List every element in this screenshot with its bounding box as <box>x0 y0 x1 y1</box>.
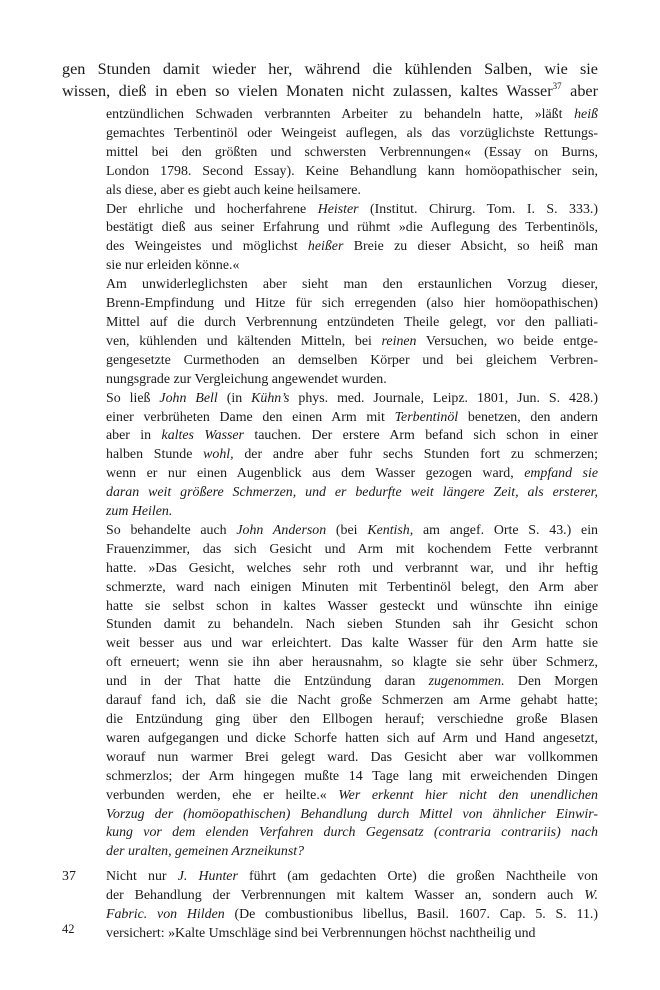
text-segment: benetzen, den andern <box>458 409 598 425</box>
italic-segment: kaltes Wasser <box>161 428 244 444</box>
italic-segment: John Anderson <box>236 522 327 538</box>
text-segment: phys. med. Journale, Leipz. 1801, Jun. S. 428.) <box>289 390 598 406</box>
text-segment: tauchen. Der erstere Arm befand sich schon in einer <box>243 428 598 444</box>
footnote-line <box>106 333 598 352</box>
footnote-line <box>106 787 598 806</box>
main-text-line <box>62 81 598 103</box>
text-segment: (De combustionibus libellus, Basil. 1607. Cap. 5. S. 11.) <box>224 906 598 922</box>
footnote-line <box>106 125 598 144</box>
text-segment: bestätigt dieß aus seiner Erfahrung und rühmt »die Auflegung des Terbentinöls, <box>106 220 598 236</box>
text-segment: einer verbrüheten Dame den einen Arm mit <box>106 409 395 425</box>
footnote-line <box>106 427 598 446</box>
italic-segment: zum Heilen. <box>106 504 173 520</box>
footnote-line <box>106 409 598 428</box>
footnote-line <box>106 465 598 484</box>
italic-segment: Vorzug der (homöopathischen) Behandlung durch Mittel von ähnlicher Einwir- <box>106 806 598 822</box>
text-segment: Versuchen, wo beide entge- <box>416 333 598 349</box>
text-segment: (in <box>217 390 252 406</box>
italic-segment: Fabric. von Hilden <box>106 906 225 922</box>
footnote-line <box>106 276 598 295</box>
text-segment: verbunden werden, ehe er heilte.« <box>106 787 339 803</box>
italic-segment: reinen <box>381 333 417 349</box>
footnote-line <box>106 390 598 409</box>
footnote-line <box>106 314 598 333</box>
text-segment: (bei <box>326 522 368 538</box>
text-segment: worauf nun warmer Brei gelegt ward. Das Gesicht aber war vollkommen <box>106 749 598 765</box>
footnote-line <box>106 503 598 522</box>
italic-segment: W. <box>584 887 598 903</box>
footnote-line <box>106 598 598 617</box>
main-text-line: gen Stunden damit wieder her, während die kühlenden Salben, wie sie <box>62 60 598 78</box>
text-segment: halben Stunde <box>106 447 204 463</box>
footnote-line <box>106 673 598 692</box>
footnote-line <box>106 692 598 711</box>
text-segment: hatte. »Das Gesicht, welches sehr roth und verbrannt war, und ihr heftig <box>106 560 598 576</box>
text-segment: des Weingeistes und möglichst <box>106 239 308 255</box>
text-segment: waren aufgegangen und dicke Schorfe hatten sich auf Arm und Hand angesetzt, <box>106 730 598 746</box>
text-segment: als diese, aber es giebt auch keine heilsamere. <box>106 182 361 198</box>
footnote-line <box>106 201 598 220</box>
italic-segment: Terbentinöl <box>394 409 459 425</box>
italic-segment: heißer <box>307 239 344 255</box>
text-segment: Am unwiderleglichsten aber sieht man den erstaunlichen Vorzug dieser, <box>106 277 598 293</box>
text-segment: der andre aber fuhr sechs Stunden fort zu schmerzen; <box>233 447 598 463</box>
text-segment: führt (am gedachten Orte) die großen Nachtheile von <box>237 869 598 884</box>
footnote-line <box>106 144 598 163</box>
text-segment: Der ehrliche und hocherfahrene <box>106 201 318 217</box>
text-segment: Mittel auf die durch Verbrennung entzündeten Theile gelegt, vor den palliati- <box>106 314 598 330</box>
footnote-line <box>106 446 598 465</box>
text-segment: weit besser aus und war erleichtert. Das kalte Wasser für den Arm hatte sie <box>106 636 598 652</box>
footnote-line <box>106 484 598 503</box>
main-text-line-body: wissen, dieß in eben so vielen Monaten nicht zulassen, kaltes Wasser <box>62 81 553 100</box>
italic-segment: kung vor dem elenden Verfahren durch Gegensatz (contraria contrariis) nach <box>106 825 598 841</box>
text-segment: entzündlichen Schwaden verbrannten Arbeiter zu behandeln hatte, »läßt <box>106 107 575 122</box>
footnote-line <box>106 219 598 238</box>
italic-segment: Kühn’s <box>251 390 290 406</box>
italic-segment: Wer erkennt hier nicht den unendlichen <box>338 787 598 803</box>
text-segment: Nicht nur <box>106 869 178 884</box>
footnote-line <box>106 352 598 371</box>
footnote-line <box>106 868 598 887</box>
footnote-line <box>106 749 598 768</box>
text-segment: und in der That hatte die Entzündung daran <box>106 674 429 690</box>
footnote-line <box>106 654 598 673</box>
footnote-line <box>106 295 598 314</box>
text-segment: (Institut. Chirurg. Tom. I. S. 333.) <box>358 201 598 217</box>
text-segment: gengesetzte Curmethoden an demselben Körper und bei gleichem Verbren- <box>106 352 598 368</box>
text-segment: schmerzte, ward nach einigen Minuten mit Terbentinöl belegt, den Arm aber <box>106 579 598 595</box>
footnote-line <box>106 635 598 654</box>
text-segment: schmerzlos; der Arm hingegen mußte 14 Tage lang mit erweichenden Dingen <box>106 768 598 784</box>
footnote-line <box>106 371 598 390</box>
text-segment: darauf fand ich, daß sie die Nacht große Schmerzen am Arme gehabt hatte; <box>106 693 598 709</box>
text-segment: aber in <box>106 428 162 444</box>
page-number: 42 <box>62 922 75 936</box>
text-segment: am angef. Orte S. 43.) ein <box>413 522 599 538</box>
footnote-number: 37 <box>62 869 76 884</box>
main-text-block <box>62 59 598 102</box>
footnote-line <box>106 182 598 201</box>
text-segment: mittel bei den größten und schwersten Verbrennungen« (Essay on Burns, <box>106 144 598 160</box>
text-segment: Den Morgen <box>504 674 598 690</box>
italic-segment: J. Hunter <box>177 869 238 884</box>
italic-segment: daran weit größere Schmerzen, und er bedurfte weit längere Zeit, als ersterer, <box>106 485 598 501</box>
text-segment: So behandelte auch <box>106 522 237 538</box>
italic-segment: der uralten, gemeinen Arzneikunst? <box>106 844 305 860</box>
footnote-line <box>106 730 598 749</box>
text-segment: Brenn-Empfindung und Hitze für sich erregenden (also hier homöopathischen) <box>106 296 598 312</box>
footnote-line <box>106 238 598 257</box>
italic-segment: empfand sie <box>524 466 598 482</box>
text-segment: oft erneuert; wenn sie ihn aber herausnahm, so klagte sie sehr über Schmerz, <box>106 655 598 671</box>
italic-segment: wohl, <box>203 447 234 463</box>
footnote-line <box>106 106 598 125</box>
footnote-line <box>106 887 598 906</box>
italic-segment: heiß <box>574 107 598 122</box>
footnote-line <box>106 768 598 787</box>
footnote-line <box>106 824 598 843</box>
footnote-37 <box>106 868 598 944</box>
text-segment: wenn er nur einen Augenblick aus dem Wasser gezogen ward, <box>106 466 525 482</box>
italic-segment: John Bell <box>159 390 218 406</box>
text-segment: London 1798. Second Essay). Keine Behandlung kann homöopathischer sein, <box>106 163 598 179</box>
text-segment: nungsgrade zur Vergleichung angewendet wurden. <box>106 371 387 387</box>
footnote-continuation <box>106 106 598 862</box>
main-text-line-end: aber <box>570 81 598 100</box>
footnote-line <box>106 560 598 579</box>
footnote-line <box>106 925 598 944</box>
text-segment: Breie zu dieser Absicht, so heiß man <box>343 239 598 255</box>
footnote-line <box>106 906 598 925</box>
text-segment: sie nur erleiden könne.« <box>106 258 240 274</box>
italic-segment: zugenommen. <box>428 674 505 690</box>
footnote-line <box>106 257 598 276</box>
text-segment: ven, kühlenden und kältenden Mitteln, bei <box>106 333 382 349</box>
text-segment: hatte sie selbst schon in kaltes Wasser gesteckt und wünschte ihn einige <box>106 598 598 614</box>
footnote-line <box>106 522 598 541</box>
footnote-line <box>106 541 598 560</box>
text-segment: Frauenzimmer, das sich Gesicht und Arm mit kochendem Fette verbrannt <box>106 541 598 557</box>
footnote-line <box>106 163 598 182</box>
italic-segment: Heister <box>317 201 359 217</box>
footnote-line <box>106 806 598 825</box>
footnote-line <box>106 616 598 635</box>
text-segment: der Behandlung der Verbrennungen mit kaltem Wasser an, sondern auch <box>106 887 585 903</box>
italic-segment: Kentish, <box>367 522 414 538</box>
text-segment: gemachtes Terbentinöl oder Weingeist auflegen, als das vorzüglichste Rettungs- <box>106 125 598 141</box>
text-segment: Stunden damit zu behandeln. Nach sieben Stunden sah ihr Gesicht schon <box>106 617 598 633</box>
footnote-line <box>106 711 598 730</box>
text-segment: versichert: »Kalte Umschläge sind bei Verbrennungen höchst nachtheilig und <box>106 925 536 941</box>
footnote-line <box>106 843 598 862</box>
text-segment: die Entzündung ging über den Ellbogen herauf; verschiedne große Blasen <box>106 712 598 727</box>
footnote-line <box>106 579 598 598</box>
text-segment: So ließ <box>106 390 160 406</box>
footnote-reference: 37 <box>552 80 562 91</box>
